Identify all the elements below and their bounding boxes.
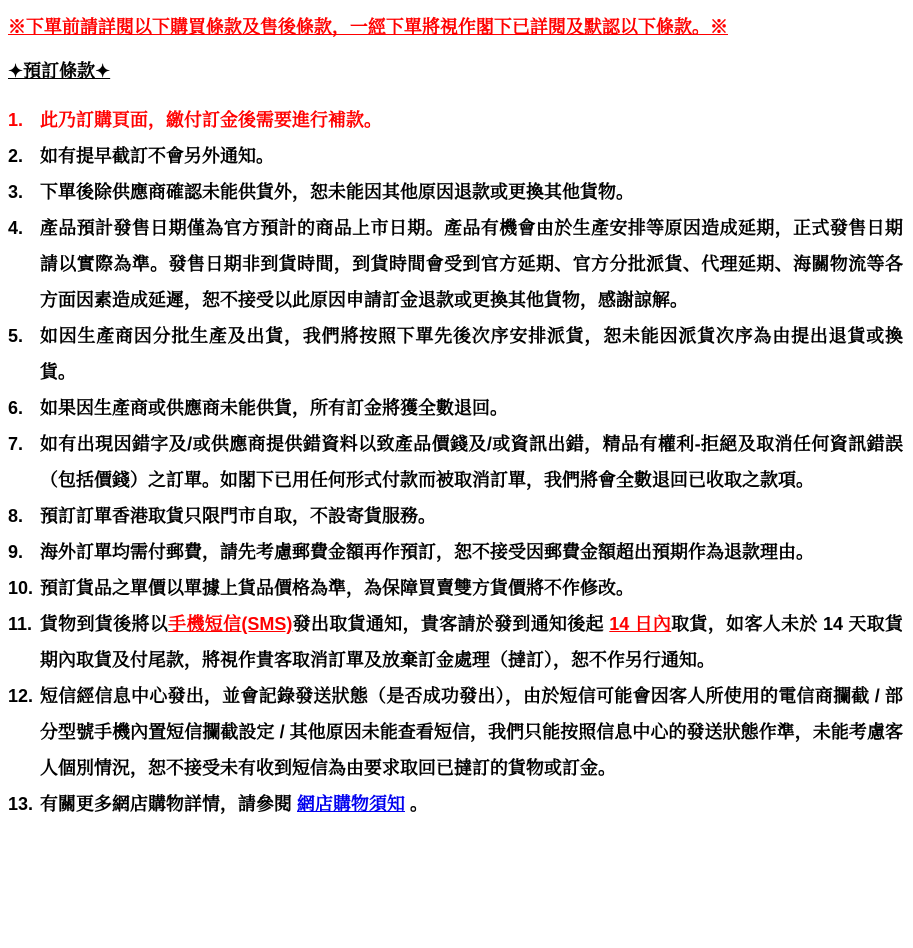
terms-list — [8, 102, 903, 822]
term-number: 8. — [8, 506, 24, 526]
term-text: 下單後除供應商確認未能供貨外，恕未能因其他原因退款或更換其他貨物。 — [40, 182, 634, 202]
term-item-12 — [8, 678, 903, 786]
term-text: 預訂訂單香港取貨只限門市自取，不設寄貨服務。 — [40, 506, 436, 526]
store-shopping-guide-link[interactable]: 網店購物須知 — [297, 794, 405, 814]
term-segment: 。 — [405, 794, 429, 814]
term-number: 13. — [8, 794, 34, 814]
term-number: 9. — [8, 542, 24, 562]
term-number: 12. — [8, 686, 34, 706]
term-number: 3. — [8, 182, 24, 202]
term-item-6 — [8, 390, 903, 426]
pickup-deadline-highlight: 14 日內 — [609, 614, 672, 634]
term-item-11 — [8, 606, 903, 678]
term-text — [40, 614, 903, 670]
term-text: 海外訂單均需付郵費，請先考慮郵費金額再作預訂，恕不接受因郵費金額超出預期作為退款理由。 — [40, 542, 814, 562]
term-number: 4. — [8, 218, 24, 238]
term-item-5 — [8, 318, 903, 390]
term-segment: 有關更多網店購物詳情，請參閱 — [40, 794, 297, 814]
term-item-7 — [8, 426, 903, 498]
term-item-4 — [8, 210, 903, 318]
term-item-13 — [8, 786, 903, 822]
term-number: 10. — [8, 578, 34, 598]
term-number: 2. — [8, 146, 24, 166]
term-number: 11. — [8, 614, 33, 634]
term-text — [40, 794, 428, 814]
term-text: 產品預計發售日期僅為官方預計的商品上市日期。產品有機會由於生產安排等原因造成延期，正式發售日期請以實際為準。發售日期非到貨時間，到貨時間會受到官方延期、官方分批派貨、代理延期、海關物流等各方面因素造成延遲，恕不接受以此原因申請訂金退款或更換其他貨物，感謝諒解。 — [40, 218, 903, 310]
page-title: ※下單前請詳閱以下購買條款及售後條款，一經下單將視作閣下已詳閱及默認以下條款。※ — [8, 17, 728, 37]
section-header: ✦預訂條款✦ — [8, 61, 111, 81]
term-text: 如因生產商因分批生產及出貨，我們將按照下單先後次序安排派貨，恕未能因派貨次序為由提出退貨或換貨。 — [40, 326, 903, 382]
term-segment: 取貨，如客人未於 14 天取貨期內取貨及付尾款，將視作貴客取消訂單及放棄訂金處理（撻訂），恕不作另行通知。 — [40, 614, 903, 670]
term-item-3 — [8, 174, 903, 210]
term-text: 如果因生產商或供應商未能供貨，所有訂金將獲全數退回。 — [40, 398, 508, 418]
term-number: 7. — [8, 434, 24, 454]
term-text: 如有提早截訂不會另外通知。 — [40, 146, 274, 166]
sms-notice-highlight: 手機短信(SMS) — [168, 614, 293, 634]
term-number: 5. — [8, 326, 24, 346]
term-segment: 貨物到貨後將以 — [40, 614, 169, 634]
term-segment: 發出取貨通知，貴客請於發到通知後起 — [292, 614, 610, 634]
term-number: 6. — [8, 398, 24, 418]
term-text: 短信經信息中心發出，並會記錄發送狀態（是否成功發出），由於短信可能會因客人所使用的電信商攔截 / 部分型號手機內置短信攔截設定 / 其他原因未能查看短信，我們只能按照信息中心的發送狀態作準，未能考慮客人個別情況，恕不接受未有收到短信為由要求取回已撻訂的貨物或訂金。 — [40, 686, 903, 778]
term-item-8 — [8, 498, 903, 534]
term-item-9 — [8, 534, 903, 570]
term-text: 如有出現因錯字及/或供應商提供錯資料以致產品價錢及/或資訊出錯，精品有權利-拒絕及取消任何資訊錯誤（包括價錢）之訂單。如閣下已用任何形式付款而被取消訂單，我們將會全數退回已收取之款項。 — [40, 434, 903, 490]
term-item-2 — [8, 138, 903, 174]
term-number: 1. — [8, 110, 24, 130]
term-text: 預訂貨品之單價以單據上貨品價格為準，為保障買賣雙方貨價將不作修改。 — [40, 578, 634, 598]
term-text: 此乃訂購頁面，繳付訂金後需要進行補款。 — [40, 110, 382, 130]
term-item-10 — [8, 570, 903, 606]
term-item-1 — [8, 102, 903, 138]
